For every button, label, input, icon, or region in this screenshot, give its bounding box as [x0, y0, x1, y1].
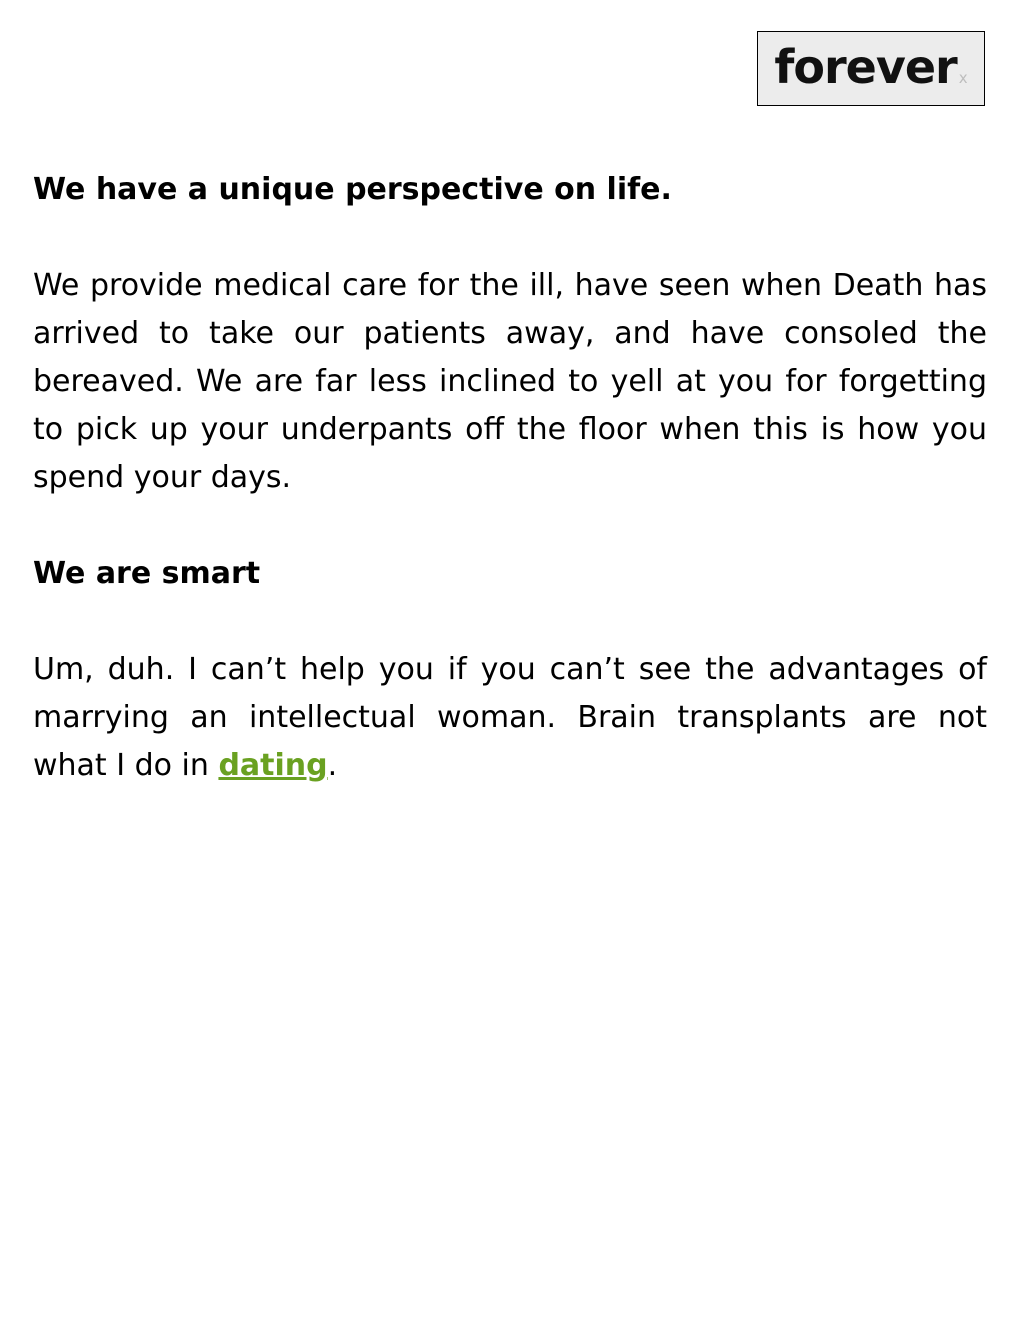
- logo-wordmark: forever: [774, 39, 957, 94]
- paragraph-medical-care: We provide medical care for the ill, have seen when Death has arrived to take our patients away, and have consoled the bereaved. We are far less inclined to yell at you for forgetting to pick up your underpants off the floor when this is how you spend your days.: [33, 268, 987, 495]
- section-heading-smart: We are smart: [33, 556, 261, 591]
- article-body: [33, 166, 987, 838]
- paragraph-intellectual-text: Um, duh. I can’t help you if you can’t see the advantages of marrying an intellectual woman. Brain transplants are not what I do in: [33, 652, 987, 783]
- paragraph-intellectual-end: .: [327, 748, 338, 783]
- logo-x-mark: x: [958, 69, 968, 87]
- forever-logo[interactable]: [757, 31, 985, 106]
- section-heading-perspective: We have a unique perspective on life.: [33, 172, 672, 207]
- paragraph-intellectual: [33, 646, 987, 790]
- dating-link[interactable]: dating: [218, 748, 328, 783]
